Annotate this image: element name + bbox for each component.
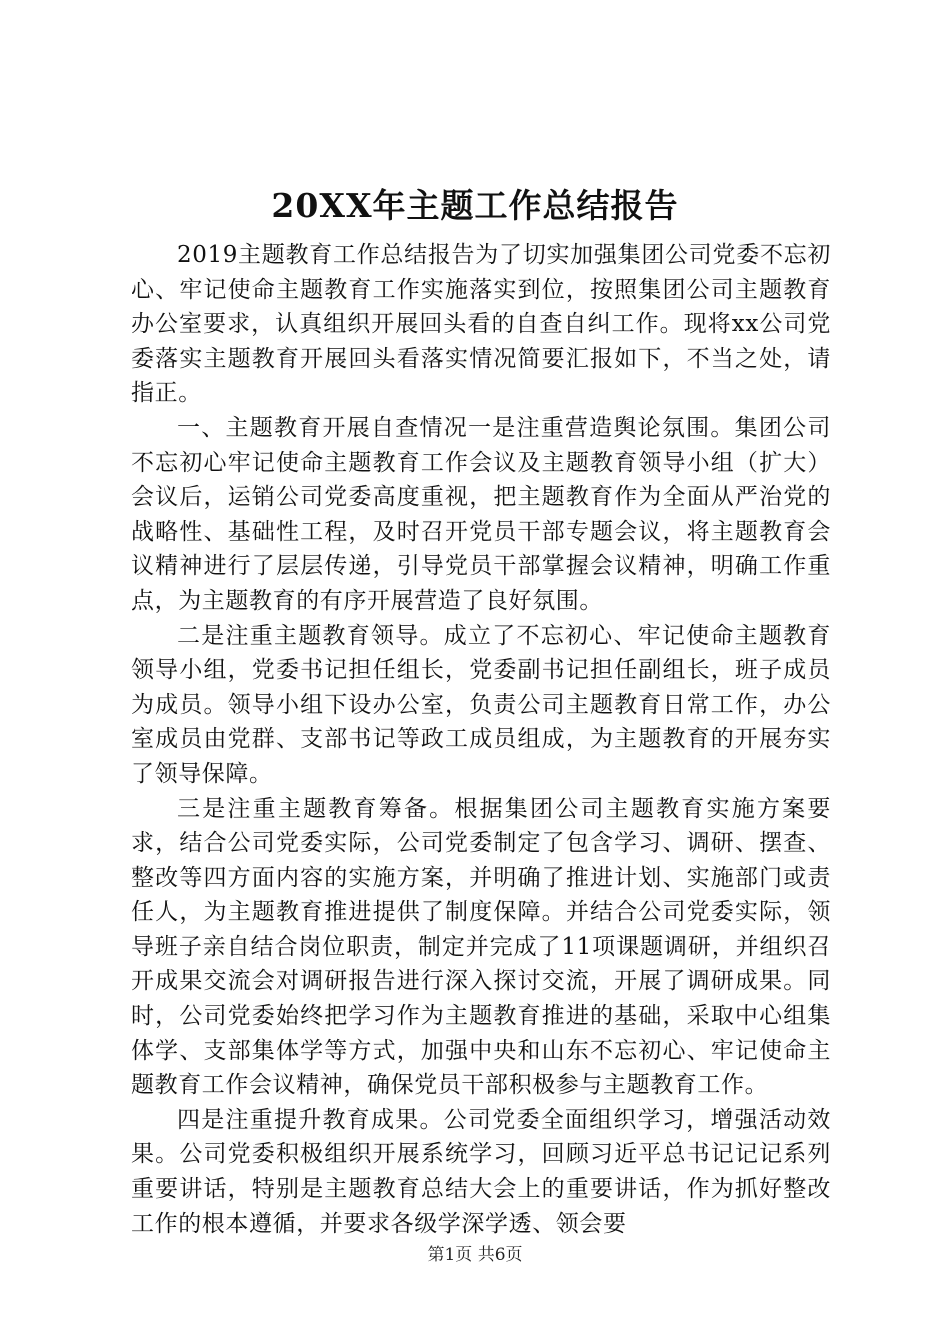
paragraph-intro: 2019主题教育工作总结报告为了切实加强集团公司党委不忘初心、牢记使命主题教育工作实施落实到位，按照集团公司主题教育办公室要求，认真组织开展回头看的自查自纠工作。现将xx公司党委落实主题教育开展回头看落实情况简要汇报如下，不当之处，请指正。 bbox=[131, 242, 831, 407]
paragraph-section-3: 三是注重主题教育筹备。根据集团公司主题教育实施方案要求，结合公司党委实际，公司党委制定了包含学习、调研、摆查、整改等四方面内容的实施方案，并明确了推进计划、实施部门或责任人，为主题教育推进提供了制度保障。并结合公司党委实际，领导班子亲自结合岗位职责，制定并完成了11项课题调研，并组织召开成果交流会对调研报告进行深入探讨交流，开展了调研成果。同时，公司党委始终把学习作为主题教育推进的基础，采取中心组集体学、支部集体学等方式，加强中央和山东不忘初心、牢记使命主题教育工作会议精神，确保党员干部积极参与主题教育工作。 bbox=[131, 795, 831, 1099]
document-title: 20XX年主题工作总结报告 bbox=[271, 186, 679, 225]
page-number-footer: 第1页 共6页 bbox=[427, 1245, 523, 1265]
paragraph-section-2: 二是注重主题教育领导。成立了不忘初心、牢记使命主题教育领导小组，党委书记担任组长，党委副书记担任副组长，班子成员为成员。领导小组下设办公室，负责公司主题教育日常工作，办公室成员由党群、支部书记等政工成员组成，为主题教育的开展夯实了领导保障。 bbox=[131, 622, 831, 787]
document-body bbox=[131, 238, 831, 1241]
paragraph-section-4: 四是注重提升教育成果。公司党委全面组织学习，增强活动效果。公司党委积极组织开展系统学习，回顾习近平总书记记记系列重要讲话，特别是主题教育总结大会上的重要讲话，作为抓好整改工作的根本遵循，并要求各级学深学透、领会要 bbox=[131, 1106, 831, 1237]
paragraph-section-1: 一、主题教育开展自查情况一是注重营造舆论氛围。集团公司不忘初心牢记使命主题教育工作会议及主题教育领导小组（扩大）会议后，运销公司党委高度重视，把主题教育作为全面从严治党的战略性、基础性工程，及时召开党员干部专题会议，将主题教育会议精神进行了层层传递，引导党员干部掌握会议精神，明确工作重点，为主题教育的有序开展营造了良好氛围。 bbox=[131, 414, 831, 614]
